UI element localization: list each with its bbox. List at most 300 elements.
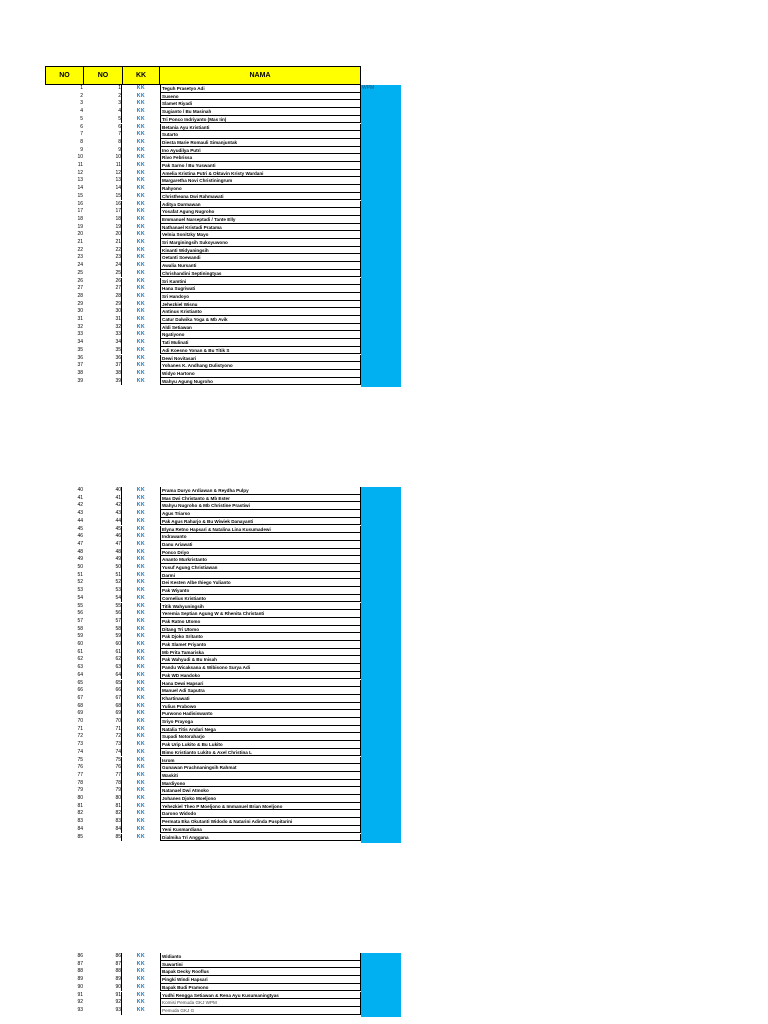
table-row[interactable] [0,579,768,587]
cell-nama: Ditang Tri Utomo [160,626,361,634]
cell-kk: KK [121,992,160,1000]
cell-no: 66 [77,687,83,694]
cell-no: 63 [77,664,83,671]
cell-kk: KK [121,961,160,969]
table-row[interactable] [0,293,768,301]
cell-no-2: 45 [115,525,121,532]
cell-no-2: 38 [115,369,121,376]
cell-no: 77 [77,771,83,778]
cell-nama: Komisi Pemuda GKJ WPM [160,999,361,1007]
cell-kk: KK [121,347,160,355]
cell-kk: KK [121,999,160,1007]
cell-nama: Diesta Marie Romauli Simanjuntak [160,139,361,147]
cell-no: 18 [77,215,83,222]
cell-kk: KK [121,710,160,718]
cell-nama: Christheana Dwi Rahmawati [160,193,361,201]
cell-no: 54 [77,594,83,601]
table-row[interactable] [0,810,768,818]
cell-kk: KK [121,1007,160,1015]
cell-no-2: 44 [115,517,121,524]
table-row[interactable] [0,378,768,386]
cell-no: 76 [77,764,83,771]
table-row[interactable] [0,278,768,286]
cell-no: 35 [77,346,83,353]
table-row[interactable] [0,533,768,541]
table-row[interactable] [0,961,768,969]
table-row[interactable] [0,541,768,549]
table-row[interactable] [0,733,768,741]
cell-no: 13 [77,177,83,184]
cell-no: 14 [77,185,83,192]
cell-no-2: 82 [115,810,121,817]
cell-nama: Pemuda GKJ G [160,1007,361,1015]
cell-kk: KK [121,595,160,603]
cell-no-2: 9 [118,146,121,153]
table-row[interactable] [0,772,768,780]
cell-nama: Prama Duryo Ardiawan & Reydha Pulpy [160,487,361,495]
cell-no-2: 87 [115,960,121,967]
cell-no: 25 [77,269,83,276]
cell-nama: Natanael Dwi Atmoko [160,787,361,795]
table-row[interactable] [0,108,768,116]
cell-no: 46 [77,533,83,540]
cell-kk: KK [121,301,160,309]
cell-no: 9 [80,146,83,153]
table-row[interactable] [0,347,768,355]
table-row[interactable] [0,695,768,703]
cell-no-2: 32 [115,323,121,330]
cell-nama: Hana Sugriwati [160,285,361,293]
cell-nama: Ponco Driyo [160,549,361,557]
cell-nama: Natalia Titis Andari Nega [160,726,361,734]
cell-nama: Dialmika Tri Anggana [160,834,361,842]
table-row[interactable] [0,262,768,270]
cell-nama: Amelia Kristina Putri & Oktavin Kristy Wardani [160,170,361,178]
table-row[interactable] [0,495,768,503]
table-row[interactable] [0,649,768,657]
table-row[interactable] [0,147,768,155]
cell-nama: Darono Widodo [160,810,361,818]
cell-nama: Pak Urip Lukito & Bu Lukito [160,741,361,749]
cell-nama: Tri Ponco Indriyanto (Mas Iin) [160,116,361,124]
table-row[interactable] [0,703,768,711]
cell-no: 84 [77,825,83,832]
table-row[interactable] [0,270,768,278]
cell-no: 32 [77,323,83,330]
cell-kk: KK [121,656,160,664]
table-row[interactable] [0,664,768,672]
cell-no: 70 [77,718,83,724]
cell-no: 67 [77,694,83,701]
cell-no-2: 62 [115,656,121,663]
cell-kk: KK [121,201,160,209]
cell-no: 62 [77,656,83,663]
cell-no-2: 65 [115,679,121,686]
cell-nama: Ngatiyono [160,331,361,339]
cell-no-2: 13 [115,177,121,184]
cell-kk: KK [121,953,160,961]
table-row[interactable] [0,603,768,611]
cell-no-2: 1 [118,85,121,91]
cell-nama: Wahyu Agung Nugroho [160,378,361,386]
cell-kk: KK [121,370,160,378]
cell-nama: Johanes Djoko Moeljono [160,795,361,803]
cell-nama: Sri Marginingsih Sukoyuwono [160,239,361,247]
cell-nama: Supadi Notoraharjo [160,733,361,741]
cell-no: 85 [77,833,83,840]
cell-no: 21 [77,239,83,245]
table-row[interactable] [0,687,768,695]
cell-no: 39 [77,377,83,384]
cell-nama: Pingki Windi Hapsari [160,976,361,984]
cell-no-2: 40 [115,487,121,493]
table-row[interactable] [0,224,768,232]
table-row[interactable] [0,154,768,162]
cell-kk: KK [121,285,160,293]
cell-no-2: 90 [115,983,121,990]
table-row[interactable] [0,254,768,262]
cell-no: 65 [77,679,83,686]
cell-kk: KK [121,795,160,803]
cell-nama: Antinus Kristianto [160,308,361,316]
table-row[interactable] [0,726,768,734]
cell-kk: KK [121,572,160,580]
table-row[interactable] [0,93,768,101]
table-row[interactable] [0,139,768,147]
cell-no-2: 84 [115,825,121,832]
table-row[interactable] [0,355,768,363]
table-row[interactable] [0,834,768,842]
table-row[interactable] [0,339,768,347]
table-row[interactable] [0,1007,768,1015]
cell-no-2: 52 [115,579,121,586]
cell-no: 30 [77,308,83,315]
table-row[interactable] [0,116,768,124]
cell-no: 45 [77,525,83,532]
table-row[interactable] [0,656,768,664]
table-row[interactable] [0,526,768,534]
cell-no-2: 27 [115,285,121,292]
cell-no-2: 85 [115,833,121,840]
table-row[interactable] [0,324,768,332]
table-row[interactable] [0,633,768,641]
cell-no: 58 [77,625,83,632]
table-row[interactable] [0,370,768,378]
cell-no: 80 [77,795,83,801]
cell-kk: KK [121,749,160,757]
table-row[interactable] [0,953,768,961]
table-row[interactable] [0,572,768,580]
cell-nama: Yusuf Agung Christiawan [160,564,361,572]
table-row[interactable] [0,803,768,811]
cell-no: 82 [77,810,83,817]
cell-no-2: 92 [115,999,121,1006]
table-row[interactable] [0,618,768,626]
cell-nama: Hana Dewi Hapsari [160,680,361,688]
table-row[interactable] [0,984,768,992]
cell-no: 33 [77,331,83,338]
cell-no: 16 [77,200,83,207]
cell-no: 4 [80,108,83,115]
table-row[interactable] [0,124,768,132]
table-row[interactable] [0,610,768,618]
cell-no: 83 [77,818,83,825]
table-row[interactable] [0,131,768,139]
table-row[interactable] [0,301,768,309]
cell-kk: KK [121,308,160,316]
cell-no-2: 86 [115,953,121,959]
cell-no: 88 [77,968,83,975]
cell-no: 31 [77,316,83,322]
table-row[interactable] [0,564,768,572]
table-row[interactable] [0,595,768,603]
cell-kk: KK [121,618,160,626]
cell-no: 5 [80,115,83,122]
table-row[interactable] [0,170,768,178]
cell-no-2: 73 [115,741,121,748]
cell-nama: Catur Dalwika Yoga & Mb Avik [160,316,361,324]
table-row[interactable] [0,239,768,247]
cell-nama: Margaretha Novi Christiningrum [160,177,361,185]
table-row[interactable] [0,680,768,688]
table-row[interactable] [0,510,768,518]
cell-kk: KK [121,239,160,247]
cell-nama: Sutarto [160,131,361,139]
cell-kk: KK [121,687,160,695]
table-row[interactable] [0,587,768,595]
table-row[interactable] [0,502,768,510]
cell-no-2: 4 [118,108,121,115]
cell-no-2: 46 [115,533,121,540]
cell-kk: KK [121,626,160,634]
cell-nama: Widyo Hartono [160,370,361,378]
cell-nama: Yeni Kusmardiana [160,826,361,834]
cell-no-2: 74 [115,748,121,755]
table-row[interactable] [0,285,768,293]
cell-kk: KK [121,339,160,347]
table-row[interactable] [0,749,768,757]
table-row[interactable] [0,795,768,803]
cell-kk: KK [121,93,160,101]
table-row[interactable] [0,216,768,224]
cell-nama: Mas Dwi Christanto & Mb Ester [160,495,361,503]
cell-nama: Widianto [160,953,361,961]
cell-kk: KK [121,216,160,224]
cell-kk: KK [121,247,160,255]
table-row[interactable] [0,999,768,1007]
cell-kk: KK [121,231,160,239]
cell-no-2: 22 [115,246,121,253]
table-row[interactable] [0,818,768,826]
cell-no: 72 [77,733,83,740]
cell-nama: Sri Kamtini [160,278,361,286]
table-row[interactable] [0,162,768,170]
cell-no-2: 80 [115,795,121,801]
cell-no: 92 [77,999,83,1006]
cell-no: 86 [77,953,83,959]
cell-no-2: 70 [115,718,121,724]
table-row[interactable] [0,100,768,108]
cell-no: 28 [77,292,83,299]
table-row[interactable] [0,641,768,649]
table-row[interactable] [0,764,768,772]
table-row[interactable] [0,193,768,201]
cell-nama: Yeremia Septian Agung W & Rhenita Christanti [160,610,361,618]
cell-no-2: 63 [115,664,121,671]
cell-no: 40 [77,487,83,493]
cell-nama: Suseno [160,93,361,101]
cell-no: 75 [77,756,83,763]
cell-no-2: 88 [115,968,121,975]
header-kk: KK [123,66,160,85]
table-row[interactable] [0,487,768,495]
cell-nama: Rivo Febrissa [160,154,361,162]
cell-kk: KK [121,579,160,587]
cell-kk: KK [121,378,160,386]
cell-kk: KK [121,772,160,780]
cell-kk: KK [121,826,160,834]
table-row[interactable] [0,787,768,795]
cell-no-2: 47 [115,540,121,547]
table-row[interactable] [0,826,768,834]
cell-no-2: 71 [115,725,121,732]
table-row[interactable] [0,672,768,680]
cell-no-2: 93 [115,1006,121,1013]
cell-kk: KK [121,124,160,132]
cell-kk: KK [121,362,160,370]
table-row[interactable] [0,626,768,634]
table-row[interactable] [0,308,768,316]
cell-kk: KK [121,703,160,711]
cell-nama: Betania Ayu Kristianti [160,124,361,132]
cell-no-2: 66 [115,687,121,694]
cell-no: 20 [77,231,83,238]
cell-no-2: 83 [115,818,121,825]
cell-kk: KK [121,324,160,332]
table-row[interactable] [0,362,768,370]
table-row[interactable] [0,741,768,749]
cell-kk: KK [121,641,160,649]
cell-nama: Ino Ayudilya Putri [160,147,361,155]
table-row[interactable] [0,780,768,788]
table-row[interactable] [0,549,768,557]
cell-nama: Indrawanto [160,533,361,541]
cell-no: 78 [77,779,83,786]
cell-no-2: 14 [115,185,121,192]
table-row[interactable] [0,968,768,976]
cell-nama: Dei Kesten Albe Ihiego Yulianto [160,579,361,587]
table-row[interactable] [0,316,768,324]
table-row[interactable] [0,185,768,193]
cell-kk: KK [121,147,160,155]
cell-no-2: 8 [118,138,121,145]
cell-nama: Elyna Retno Hapsari & Natalina Lina Kusumadewi [160,526,361,534]
table-row[interactable] [0,331,768,339]
cell-no-2: 15 [115,192,121,199]
cell-kk: KK [121,787,160,795]
cell-no: 23 [77,254,83,261]
cell-nama: Suwartini [160,961,361,969]
cell-nama: Emmanuel Narseptadi / Tante Elly [160,216,361,224]
cell-no: 60 [77,641,83,647]
cell-nama: Pak Slamet Priyanto [160,641,361,649]
cell-no-2: 12 [115,169,121,176]
cell-nama: Sri Handoyo [160,293,361,301]
cell-no: 68 [77,702,83,709]
table-row[interactable] [0,757,768,765]
table-row[interactable] [0,208,768,216]
cell-no: 61 [77,648,83,655]
cell-nama: Yulius Prabowo [160,703,361,711]
table-row[interactable] [0,177,768,185]
cell-no: 87 [77,960,83,967]
cell-kk: KK [121,672,160,680]
cell-nama: Titik Wahyuningsih [160,603,361,611]
cell-kk: KK [121,224,160,232]
cell-kk: KK [121,695,160,703]
table-row[interactable] [0,556,768,564]
table-row[interactable] [0,201,768,209]
cell-no: 36 [77,354,83,361]
cell-nama: Darmi [160,572,361,580]
cell-no-2: 33 [115,331,121,338]
table-row[interactable] [0,518,768,526]
cell-kk: KK [121,556,160,564]
table-row[interactable] [0,85,768,93]
cell-nama: Oetanti Soewandi [160,254,361,262]
cell-no-2: 2 [118,92,121,99]
table-row[interactable] [0,992,768,1000]
cell-no-2: 60 [115,641,121,647]
cell-no-2: 18 [115,215,121,222]
cell-no: 7 [80,131,83,138]
cell-no: 53 [77,587,83,594]
table-row[interactable] [0,710,768,718]
table-row[interactable] [0,718,768,726]
cell-nama: Slamet Riyadi [160,100,361,108]
cell-no-2: 36 [115,354,121,361]
cell-kk: KK [121,139,160,147]
cell-nama: Danu Ariawati [160,541,361,549]
cell-kk: KK [121,587,160,595]
cell-nama: Jehezkiel Wisnu [160,301,361,309]
table-row[interactable] [0,976,768,984]
cell-no-2: 20 [115,231,121,238]
cell-no-2: 31 [115,316,121,322]
cell-no-2: 17 [115,208,121,215]
cell-no-2: 59 [115,633,121,640]
cell-no: 29 [77,300,83,307]
cell-nama: Wahyu Nugroho & Mb Christine Prastiwi [160,502,361,510]
cell-no: 2 [80,92,83,99]
cell-no-2: 25 [115,269,121,276]
cell-no-2: 11 [115,162,121,168]
cell-nama: Purwono Hadisiswanto [160,710,361,718]
cell-nama: Sriyo Prayoga [160,718,361,726]
table-row[interactable] [0,231,768,239]
table-row[interactable] [0,247,768,255]
cell-nama: Pandu Wicaksana & Wibisono Surya Adi [160,664,361,672]
cell-no: 17 [77,208,83,215]
cell-no-2: 89 [115,976,121,983]
cell-kk: KK [121,976,160,984]
cell-kk: KK [121,162,160,170]
cell-kk: KK [121,316,160,324]
cell-no: 51 [77,571,83,578]
cell-no-2: 41 [115,494,121,501]
cell-nama: Tati Mulinati [160,339,361,347]
cell-nama: Pak Ratno Utomo [160,618,361,626]
